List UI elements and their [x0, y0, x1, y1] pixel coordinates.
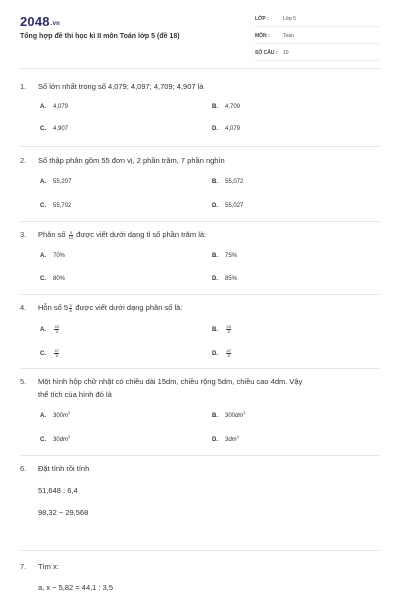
- option-c[interactable]: C. 55,702: [40, 203, 72, 209]
- question-text: Một hình hộp chữ nhật có chiều dài 15dm, chiều rộng 5dm, chiều cao 4dm. Vậy: [38, 377, 303, 386]
- question-text: Đặt tính rồi tính: [38, 464, 90, 473]
- option-b[interactable]: B. $\frac{43}{8}$: [212, 324, 231, 334]
- question-1: 1. Số lớn nhất trong số 4,079; 4,097; 4,709; 4,907 là A. 4,079 B. 4,709 C. 4,907 D. 4,079: [20, 82, 241, 132]
- fraction: $\frac{3}{8}$: [69, 302, 72, 313]
- question-5: 5. Một hình hộp chữ nhật có chiều dài 15dm, chiều rộng 5dm, chiều cao 4dm. Vậy thể tích của hình đó là A. $300m^3$ B. $300dm^3$ C. $30dm^3$ D. $3dm^3$: [20, 377, 303, 443]
- option-a[interactable]: A. 4,079: [40, 104, 69, 110]
- header-divider: [20, 68, 380, 69]
- option-c[interactable]: C. $\frac{47}{5}$: [40, 348, 59, 358]
- question-6: 6. Đặt tính rồi tính: [20, 464, 90, 473]
- question-text: Tìm x:: [38, 562, 59, 571]
- option-a[interactable]: A. $300m^3$: [40, 411, 70, 419]
- question-4: 4. Hỗn số 5 $\frac{3}{8}$ được viết dưới dạng phân số là: A. $\frac{43}{3}$ B. $\frac{43}{8}$ C. $\frac{47}{5}$ D. $\frac{47}{8}$: [20, 302, 231, 358]
- question-3: 3. Phân số $\frac{3}{12}$ được viết dưới dạng tỉ số phần trăm là: A. 70% B. 75% C. 80% D. 85%: [20, 229, 238, 282]
- work-line: 98,32 − 29,568: [38, 508, 89, 517]
- option-b[interactable]: B. $300dm^3$: [212, 411, 246, 419]
- fraction: $\frac{3}{12}$: [68, 229, 74, 240]
- work-line: a, x − 5,82 = 44,1 : 3,5: [38, 583, 114, 592]
- question-text: Hỗn số 5 $\frac{3}{8}$ được viết dưới dạng phân số là:: [38, 302, 183, 313]
- exam-title: Tổng hợp đề thi học kì II môn Toán lớp 5 (đề 18): [20, 33, 180, 40]
- option-c[interactable]: C. $30dm^3$: [40, 435, 70, 443]
- page-header: [0, 0, 400, 70]
- meta-class: LỚP : Lớp 5: [255, 15, 380, 27]
- option-d[interactable]: D. 4,079: [212, 126, 241, 132]
- divider: [20, 455, 380, 456]
- option-b[interactable]: B. 75%: [212, 253, 238, 259]
- option-a[interactable]: A. 70%: [40, 253, 66, 259]
- option-b[interactable]: B. 4,709: [212, 104, 241, 110]
- option-a[interactable]: A. 55,207: [40, 179, 72, 185]
- option-c[interactable]: C. 80%: [40, 276, 66, 282]
- option-d[interactable]: D. $\frac{47}{8}$: [212, 348, 231, 358]
- question-7: 7. Tìm x:: [20, 562, 59, 571]
- meta-question-count: SỐ CÂU : 10: [255, 49, 380, 61]
- question-text-cont: thể tích của hình đó là: [38, 390, 112, 399]
- question-text: Số lớn nhất trong số 4,079; 4,097; 4,709; 4,907 là: [38, 82, 204, 91]
- divider: [20, 294, 380, 295]
- question-text: Số thập phân gồm 55 đơn vị, 2 phần trăm, 7 phần nghìn: [38, 156, 225, 165]
- divider: [20, 221, 380, 222]
- work-line: 51,648 : 6,4: [38, 486, 78, 495]
- site-logo[interactable]: 2048.vn: [20, 14, 61, 29]
- exam-meta: [255, 15, 380, 66]
- option-a[interactable]: A. $\frac{43}{3}$: [40, 324, 59, 334]
- meta-subject: MÔN : Toán: [255, 32, 380, 44]
- divider: [20, 146, 380, 147]
- option-c[interactable]: C. 4,907: [40, 126, 69, 132]
- option-d[interactable]: D. $3dm^3$: [212, 435, 239, 443]
- divider: [20, 550, 380, 551]
- divider: [20, 368, 380, 369]
- question-text: Phân số $\frac{3}{12}$ được viết dưới dạng tỉ số phần trăm là:: [38, 229, 207, 240]
- option-b[interactable]: B. 55,072: [212, 179, 244, 185]
- question-2: 2. Số thập phân gồm 55 đơn vị, 2 phần trăm, 7 phần nghìn A. 55,207 B. 55,072 C. 55,702 D. 55,027: [20, 156, 244, 209]
- option-d[interactable]: D. 85%: [212, 276, 238, 282]
- option-d[interactable]: D. 55,027: [212, 203, 244, 209]
